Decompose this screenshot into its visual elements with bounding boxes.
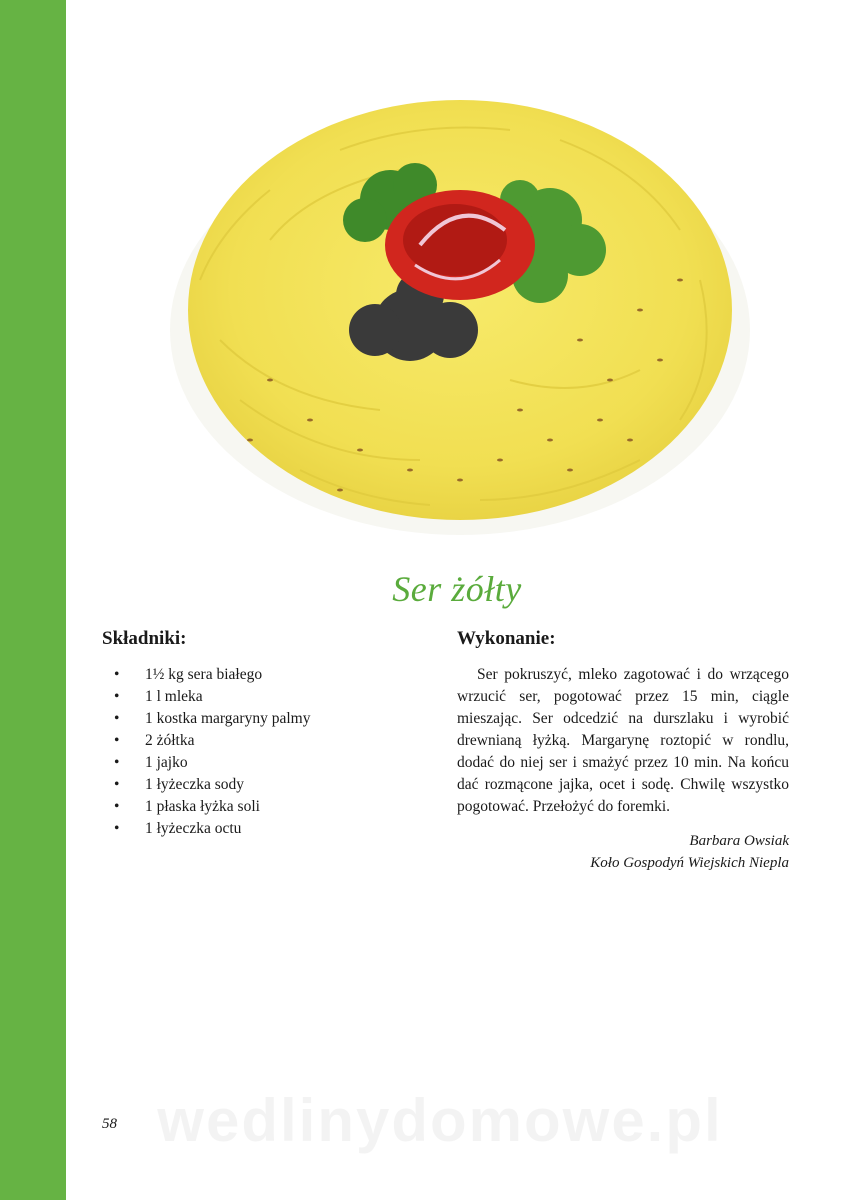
ingredient-item: • 1 łyżeczka octu xyxy=(102,818,422,840)
page-number: 58 xyxy=(102,1116,117,1132)
ingredient-item: • 1 płaska łyżka soli xyxy=(102,796,422,818)
watermark xyxy=(110,1086,770,1155)
ingredient-item: • 1 jajko xyxy=(102,752,422,774)
cheese-platter-photo xyxy=(160,80,750,540)
ingredients-heading: Składniki: xyxy=(102,628,187,649)
recipe-title: Ser żółty xyxy=(392,569,522,609)
ingredient-item: • 1 l mleka xyxy=(102,686,422,708)
method-text: Ser pokruszyć, mleko zagotować i do wrzącego wrzucić ser, pogotować przez 15 min, ciągle mieszając. Ser odcedzić na durszlaku i wyrobić drewnianą łyżką. Margarynę roztopić w rondlu, dodać do niej ser i smażyć przez 10 min. Na końcu dać rozmącone jajka, ocet i sodę. Chwilę wszystko pogotować. Przełożyć do foremki. xyxy=(457,666,789,815)
method-section xyxy=(457,628,789,874)
ingredient-item: • 1 łyżeczka sody xyxy=(102,774,422,796)
ingredient-item: • 2 żółtka xyxy=(102,730,422,752)
signature xyxy=(457,830,789,874)
ingredient-item: • 1 kostka margaryny palmy xyxy=(102,708,422,730)
ingredients-section xyxy=(102,628,422,840)
green-sidebar xyxy=(0,0,66,1200)
method-heading: Wykonanie: xyxy=(457,628,556,649)
author-name: Barbara Owsiak xyxy=(689,833,789,849)
ingredients-list xyxy=(102,664,422,840)
ingredient-item: • 1½ kg sera białego xyxy=(102,664,422,686)
author-organization: Koło Gospodyń Wiejskich Niepla xyxy=(590,855,789,871)
